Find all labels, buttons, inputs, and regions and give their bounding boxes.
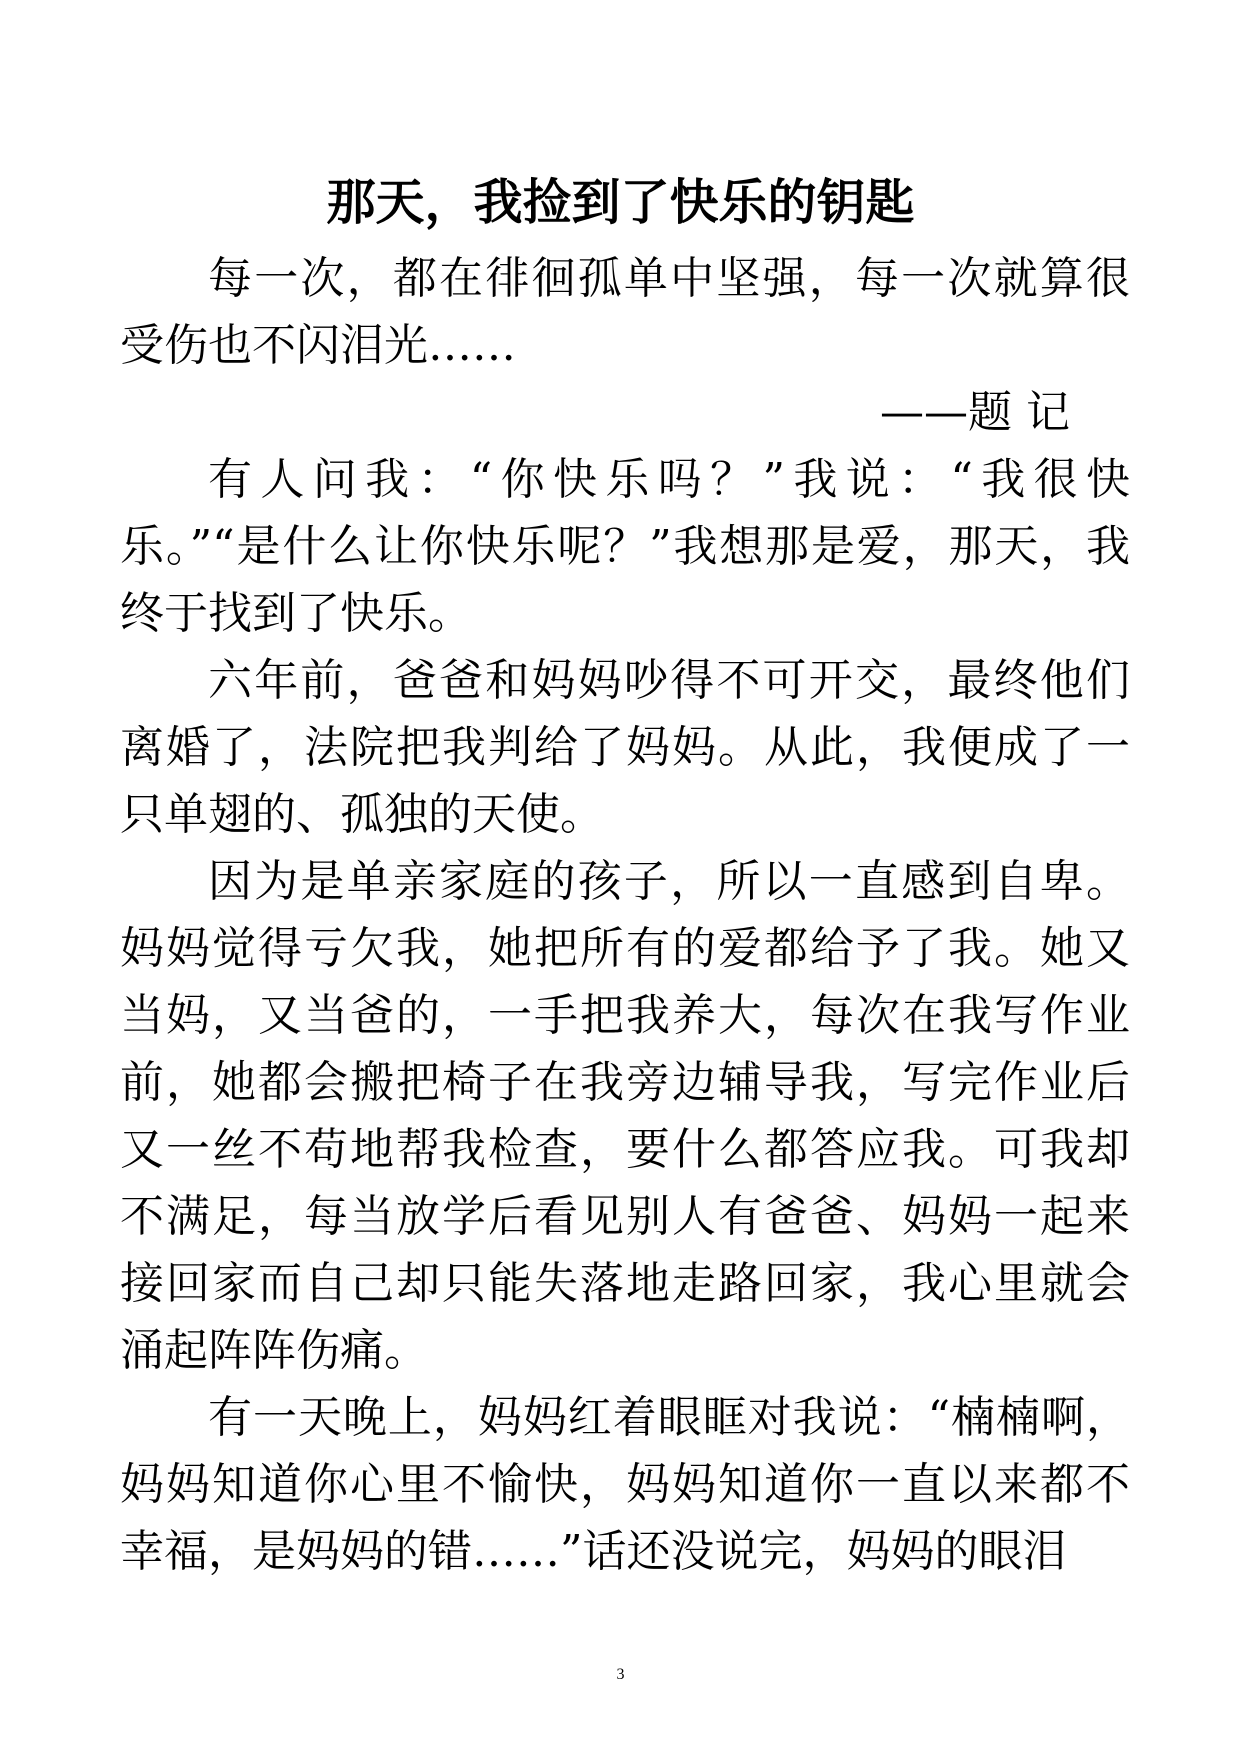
paragraph-1: 有人问我：“你快乐吗？”我说：“我很快乐。”“是什么让你快乐呢？”我想那是爱，那天，我终于找到了快乐。 xyxy=(120,454,1130,639)
paragraph-2: 六年前，爸爸和妈妈吵得不可开交，最终他们离婚了，法院把我判给了妈妈。从此，我便成了一只单翅的、孤独的天使。 xyxy=(120,655,1130,840)
inscription: ——题 记 xyxy=(880,387,1070,438)
page-number: 3 xyxy=(616,1666,625,1683)
paragraph-4: 有一天晚上，妈妈红着眼眶对我说：“楠楠啊，妈妈知道你心里不愉快，妈妈知道你一直以来都不幸福，是妈妈的错……”话还没说完，妈妈的眼泪 xyxy=(120,1392,1130,1577)
paragraph-3: 因为是单亲家庭的孩子，所以一直感到自卑。妈妈觉得亏欠我，她把所有的爱都给予了我。她又当妈，又当爸的，一手把我养大，每次在我写作业前，她都会搬把椅子在我旁边辅导我，写完作业后又一丝不苟地帮我检查，要什么都答应我。可我却不满足，每当放学后看见别人有爸爸、妈妈一起来接回家而自己却只能失落地走路回家，我心里就会涌起阵阵伤痛。 xyxy=(120,856,1130,1376)
essay-body xyxy=(120,245,1130,1585)
epigraph: 每一次，都在徘徊孤单中坚强，每一次就算很受伤也不闪泪光…… xyxy=(120,253,1130,371)
essay-title: 那天，我捡到了快乐的钥匙 xyxy=(326,174,915,231)
